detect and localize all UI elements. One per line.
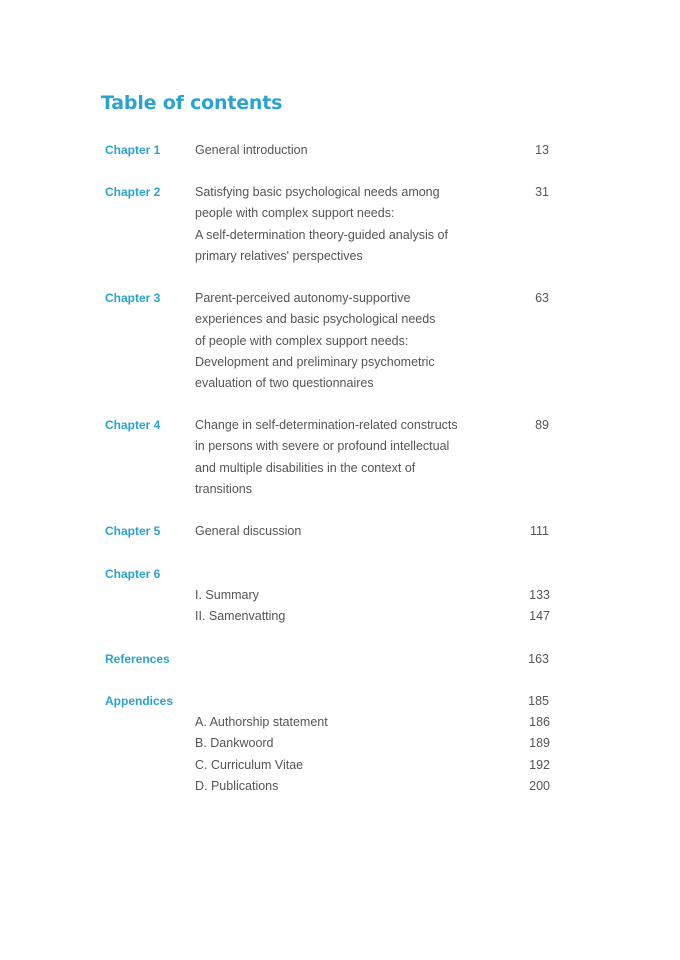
chapter-label: Chapter 3 <box>105 291 161 305</box>
entry-title: General discussion <box>195 524 302 538</box>
page-number: 163 <box>528 652 549 666</box>
entry-title-line: people with complex support needs: <box>195 206 395 221</box>
page-number: 133 <box>529 588 550 602</box>
entry-title-line: Change in self-determination-related constructs <box>195 418 458 432</box>
page-title: Table of contents <box>101 92 283 114</box>
toc-sub-item-samenvatting[interactable] <box>195 606 555 627</box>
entry-title-line: evaluation of two questionnaires <box>195 376 374 391</box>
page-number: 147 <box>529 609 550 624</box>
page-number: 185 <box>528 694 549 708</box>
entry-title-line: Parent-perceived autonomy-supportive <box>195 291 411 305</box>
toc-sub-item-dankwoord[interactable] <box>195 733 555 754</box>
toc-sub-item-authorship-statement[interactable] <box>195 712 555 733</box>
sub-item-label: II. Samenvatting <box>195 609 286 624</box>
entry-title-line: A self-determination theory-guided analysis of <box>195 227 448 242</box>
toc-sub-item-curriculum-vitae[interactable] <box>195 755 555 776</box>
page-number: 189 <box>529 736 550 751</box>
chapter-label: Chapter 2 <box>105 185 161 199</box>
page-number: 31 <box>535 185 549 199</box>
page-number: 111 <box>529 524 549 538</box>
toc-sub-item-summary[interactable] <box>195 585 555 606</box>
page-number: 186 <box>529 715 550 729</box>
sub-item-label: C. Curriculum Vitae <box>195 757 304 772</box>
page-number: 63 <box>535 291 549 305</box>
chapter-label: References <box>105 652 170 666</box>
chapter-label: Chapter 1 <box>105 143 161 157</box>
chapter-label: Appendices <box>105 694 174 708</box>
chapter-label: Chapter 4 <box>105 418 161 432</box>
chapter-label: Chapter 5 <box>105 524 161 538</box>
entry-title: General introduction <box>195 143 308 157</box>
chapter-label: Chapter 6 <box>105 567 161 581</box>
sub-item-label: A. Authorship statement <box>195 715 328 729</box>
toc-sub-item-publications[interactable] <box>195 776 555 797</box>
sub-item-label: B. Dankwoord <box>195 736 274 751</box>
sub-item-label: D. Publications <box>195 778 279 793</box>
entry-title-line: transitions <box>195 481 252 496</box>
page-number: 192 <box>529 757 550 772</box>
entry-title-line: and multiple disabilities in the context of <box>195 460 416 475</box>
entry-title-line: experiences and basic psychological needs <box>195 312 436 327</box>
entry-title-line: Satisfying basic psychological needs among <box>195 185 440 199</box>
entry-title-line: primary relatives' perspectives <box>195 248 363 263</box>
sub-item-label: I. Summary <box>195 588 259 602</box>
entry-title-line: Development and preliminary psychometric <box>195 354 435 369</box>
page-number: 89 <box>535 418 549 432</box>
entry-title-line: in persons with severe or profound intellectual <box>195 439 450 454</box>
entry-title-line: of people with complex support needs: <box>195 333 409 348</box>
page-number: 13 <box>535 143 549 157</box>
page-number: 200 <box>529 778 550 793</box>
